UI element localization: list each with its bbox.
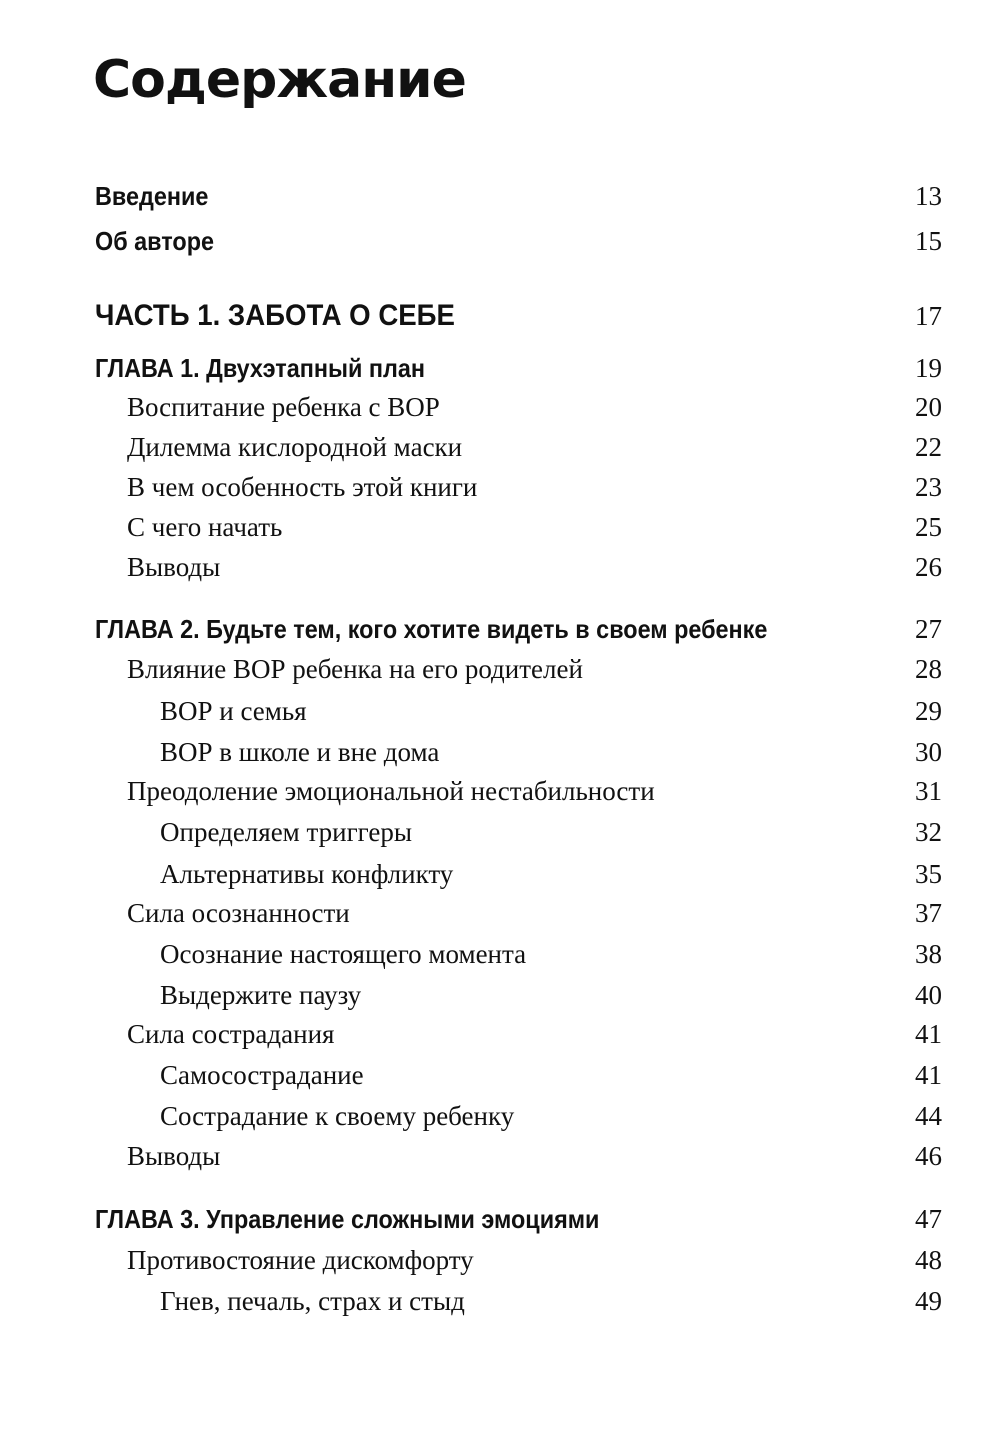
toc-entry-title: Об авторе [95, 226, 215, 256]
toc-entry-title: Сострадание к своему ребенку [160, 1101, 515, 1131]
toc-entry-page: 44 [915, 1101, 942, 1131]
toc-entry [0, 1136, 1000, 1176]
toc-entry-title: Дилемма кислородной маски [127, 432, 463, 462]
toc-entry [0, 854, 1000, 894]
toc-entry-title: Выдержите паузу [160, 980, 362, 1010]
toc-entry-page: 20 [915, 392, 942, 422]
toc-entry-title: Определяем триггеры [160, 817, 413, 847]
toc-entry [0, 427, 1000, 467]
toc-entry [0, 812, 1000, 852]
toc-entry-title: С чего начать [127, 512, 283, 542]
toc-entry [0, 1281, 1000, 1321]
toc-entry-title: Введение [95, 181, 209, 211]
toc-entry [0, 934, 1000, 974]
toc-entry-title: ВОР в школе и вне дома [160, 737, 440, 767]
toc-entry-page: 49 [915, 1286, 942, 1316]
toc-entry [0, 1199, 1000, 1239]
toc-entry-title: Выводы [127, 552, 221, 582]
toc-entry-page: 23 [915, 472, 942, 502]
toc-entry-page: 13 [915, 181, 942, 211]
toc-entry-title: ЧАСТЬ 1. ЗАБОТА О СЕБЕ [95, 299, 455, 332]
toc-entry [0, 691, 1000, 731]
toc-entry-page: 32 [915, 817, 942, 847]
toc-entry-page: 48 [915, 1245, 942, 1275]
toc-entry [0, 348, 1000, 388]
toc-entry-page: 38 [915, 939, 942, 969]
toc-entry [0, 221, 1000, 261]
toc-entry-page: 35 [915, 859, 942, 889]
toc-entry [0, 176, 1000, 216]
toc-entry-title: ВОР и семья [160, 696, 307, 726]
toc-entry-page: 17 [915, 301, 942, 331]
toc-entry [0, 387, 1000, 427]
toc-entry [0, 507, 1000, 547]
toc-entry-title: Выводы [127, 1141, 221, 1171]
toc-entry-page: 41 [915, 1060, 942, 1090]
toc-entry-title: ГЛАВА 3. Управление сложными эмоциями [95, 1204, 600, 1234]
toc-entry [0, 1240, 1000, 1280]
toc-entry-page: 19 [915, 353, 942, 383]
toc-entry-title: Сила сострадания [127, 1019, 335, 1049]
toc-entry-page: 46 [915, 1141, 942, 1171]
toc-entry-title: Противостояние дискомфорту [127, 1245, 474, 1275]
toc-entry-title: Влияние ВОР ребенка на его родителей [127, 654, 583, 684]
toc-entry-page: 15 [915, 226, 942, 256]
toc-entry-page: 47 [915, 1204, 942, 1234]
toc-entry-page: 27 [915, 614, 942, 644]
toc-entry-page: 29 [915, 696, 942, 726]
page-title: Содержание [93, 50, 466, 110]
toc-entry [0, 732, 1000, 772]
toc-entry [0, 296, 1000, 336]
toc-entry-title: Преодоление эмоциональной нестабильности [127, 776, 655, 806]
toc-entry-page: 37 [915, 898, 942, 928]
toc-entry-page: 30 [915, 737, 942, 767]
toc-entry-title: Сила осознанности [127, 898, 350, 928]
toc-entry-page: 22 [915, 432, 942, 462]
toc-entry-title: В чем особенность этой книги [127, 472, 478, 502]
toc-entry [0, 609, 1000, 649]
toc-entry [0, 649, 1000, 689]
toc-entry [0, 1096, 1000, 1136]
toc-entry [0, 975, 1000, 1015]
toc-entry [0, 1014, 1000, 1054]
toc-entry [0, 547, 1000, 587]
toc-entry-title: Воспитание ребенка с ВОР [127, 392, 440, 422]
toc-entry-title: Самосострадание [160, 1060, 364, 1090]
toc-entry-title: Осознание настоящего момента [160, 939, 527, 969]
toc-entry [0, 1055, 1000, 1095]
toc-entry [0, 893, 1000, 933]
toc-entry-title: Гнев, печаль, страх и стыд [160, 1286, 465, 1316]
toc-entry-page: 26 [915, 552, 942, 582]
toc-entry-page: 41 [915, 1019, 942, 1049]
toc-entry-page: 40 [915, 980, 942, 1010]
toc-entry-title: ГЛАВА 1. Двухэтапный план [95, 353, 426, 383]
toc-entry-page: 31 [915, 776, 942, 806]
toc-entry-page: 25 [915, 512, 942, 542]
toc-entry-title: Альтернативы конфликту [160, 859, 454, 889]
toc-entry [0, 467, 1000, 507]
toc-entry-page: 28 [915, 654, 942, 684]
toc-entry-title: ГЛАВА 2. Будьте тем, кого хотите видеть в своем ребенке [95, 614, 768, 644]
toc-entry [0, 771, 1000, 811]
